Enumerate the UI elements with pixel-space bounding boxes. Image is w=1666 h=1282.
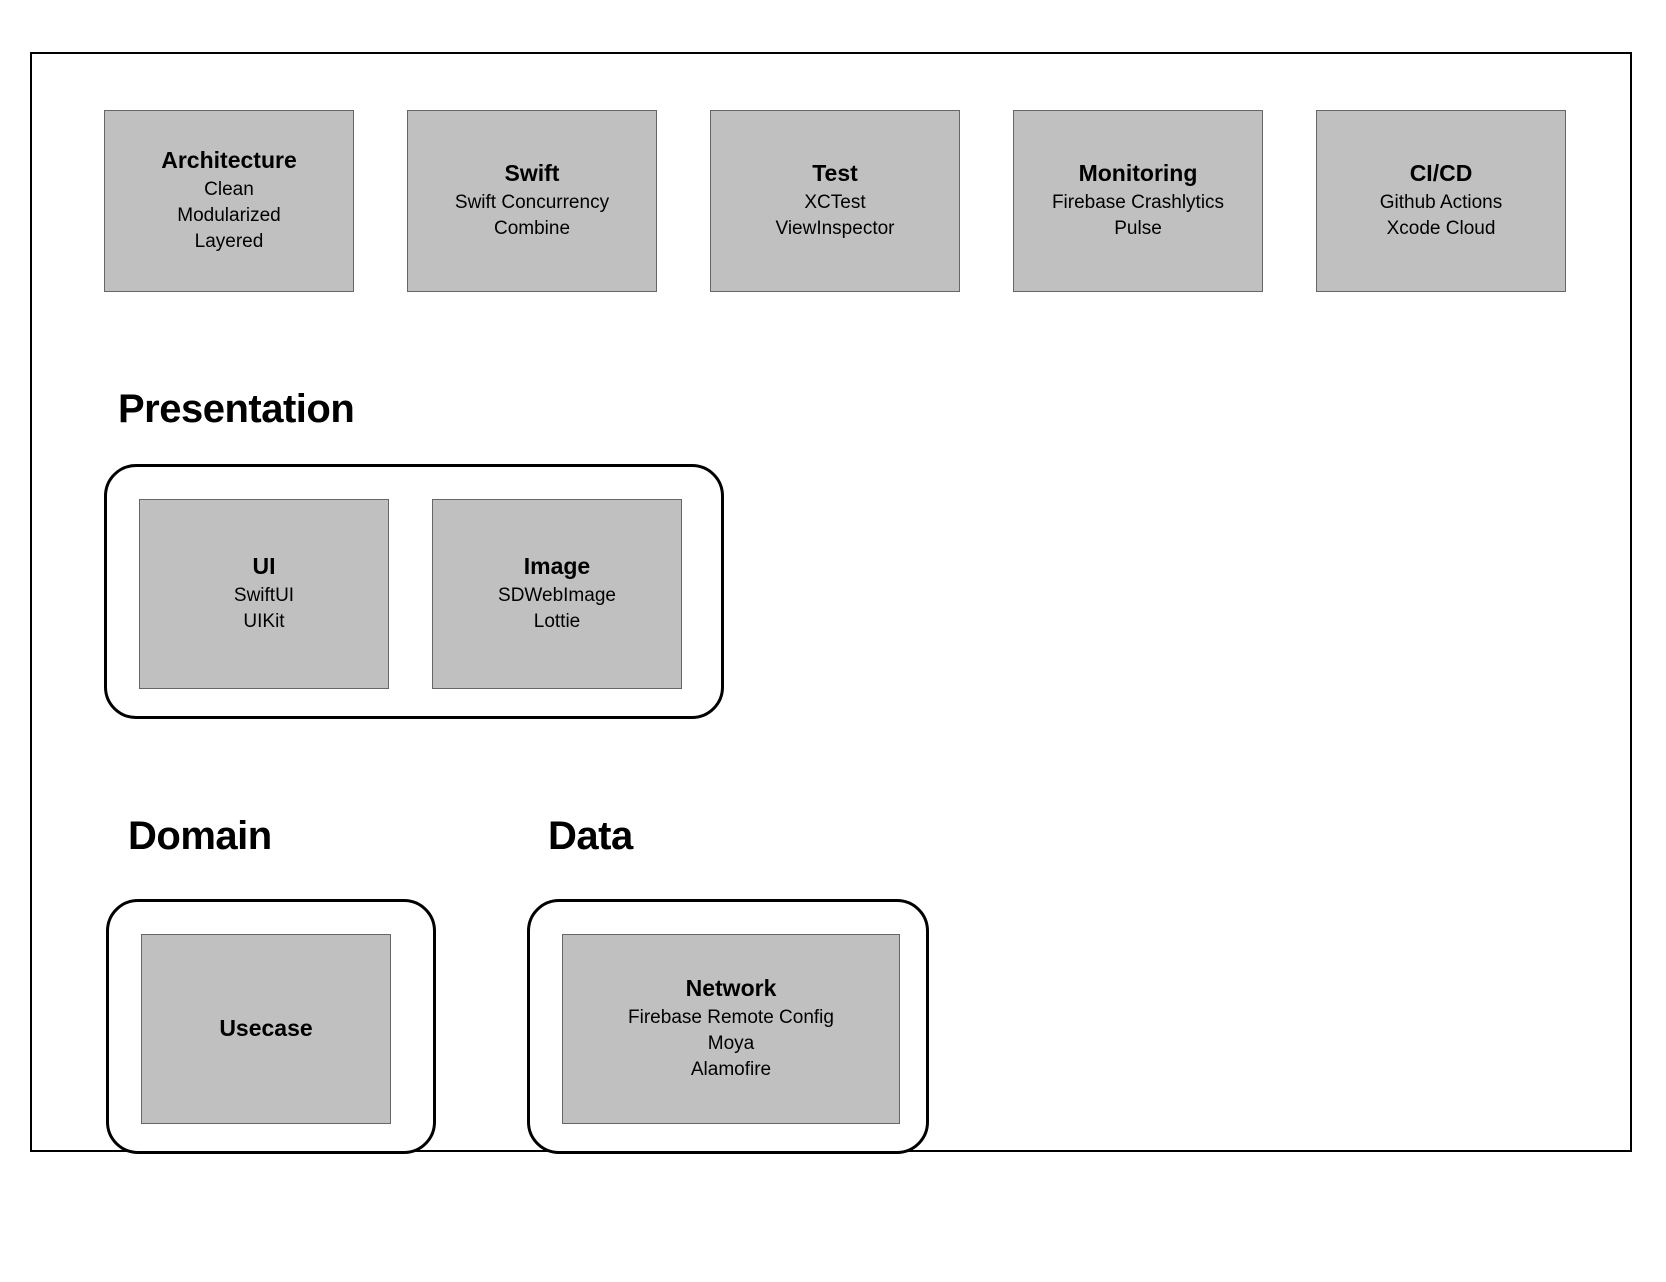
box-network-line-3: Alamofire xyxy=(690,1059,772,1081)
box-network-line-1: Firebase Remote Config xyxy=(628,1007,834,1029)
box-ui-line-1: SwiftUI xyxy=(233,585,295,607)
box-monitoring-line-2: Pulse xyxy=(1114,218,1162,240)
box-network-line-2: Moya xyxy=(707,1033,755,1055)
box-monitoring xyxy=(1013,110,1263,292)
group-presentation xyxy=(104,464,724,719)
box-swift-line-1: Swift Concurrency xyxy=(454,192,610,214)
diagram-outer-frame xyxy=(30,52,1632,1152)
box-ui-title: UI xyxy=(252,553,276,580)
box-architecture-line-3: Layered xyxy=(194,231,264,253)
box-architecture xyxy=(104,110,354,292)
box-ui xyxy=(139,499,389,689)
box-network-title: Network xyxy=(685,975,777,1002)
box-swift-title: Swift xyxy=(504,160,560,187)
box-swift-line-2: Combine xyxy=(493,218,571,240)
box-test xyxy=(710,110,960,292)
box-image-line-2: Lottie xyxy=(533,611,581,633)
box-cicd-title: CI/CD xyxy=(1409,160,1473,187)
box-image xyxy=(432,499,682,689)
box-architecture-title: Architecture xyxy=(161,147,297,174)
box-architecture-line-1: Clean xyxy=(204,179,254,201)
box-cicd-line-2: Xcode Cloud xyxy=(1386,218,1496,240)
box-test-line-2: ViewInspector xyxy=(775,218,895,240)
box-cicd-line-1: Github Actions xyxy=(1379,192,1503,214)
box-test-title: Test xyxy=(812,160,858,187)
box-usecase xyxy=(141,934,391,1124)
group-domain xyxy=(106,899,436,1154)
section-title-data: Data xyxy=(548,814,633,858)
group-data xyxy=(527,899,929,1154)
box-monitoring-title: Monitoring xyxy=(1078,160,1198,187)
box-network xyxy=(562,934,900,1124)
box-monitoring-line-1: Firebase Crashlytics xyxy=(1051,192,1225,214)
box-image-title: Image xyxy=(523,553,591,580)
box-usecase-title: Usecase xyxy=(219,1014,313,1041)
box-test-line-1: XCTest xyxy=(804,192,866,214)
section-title-domain: Domain xyxy=(128,814,272,858)
box-cicd xyxy=(1316,110,1566,292)
box-ui-line-2: UIKit xyxy=(243,611,285,633)
box-architecture-line-2: Modularized xyxy=(177,205,281,227)
box-image-line-1: SDWebImage xyxy=(498,585,616,607)
section-title-presentation: Presentation xyxy=(118,387,355,431)
box-swift xyxy=(407,110,657,292)
